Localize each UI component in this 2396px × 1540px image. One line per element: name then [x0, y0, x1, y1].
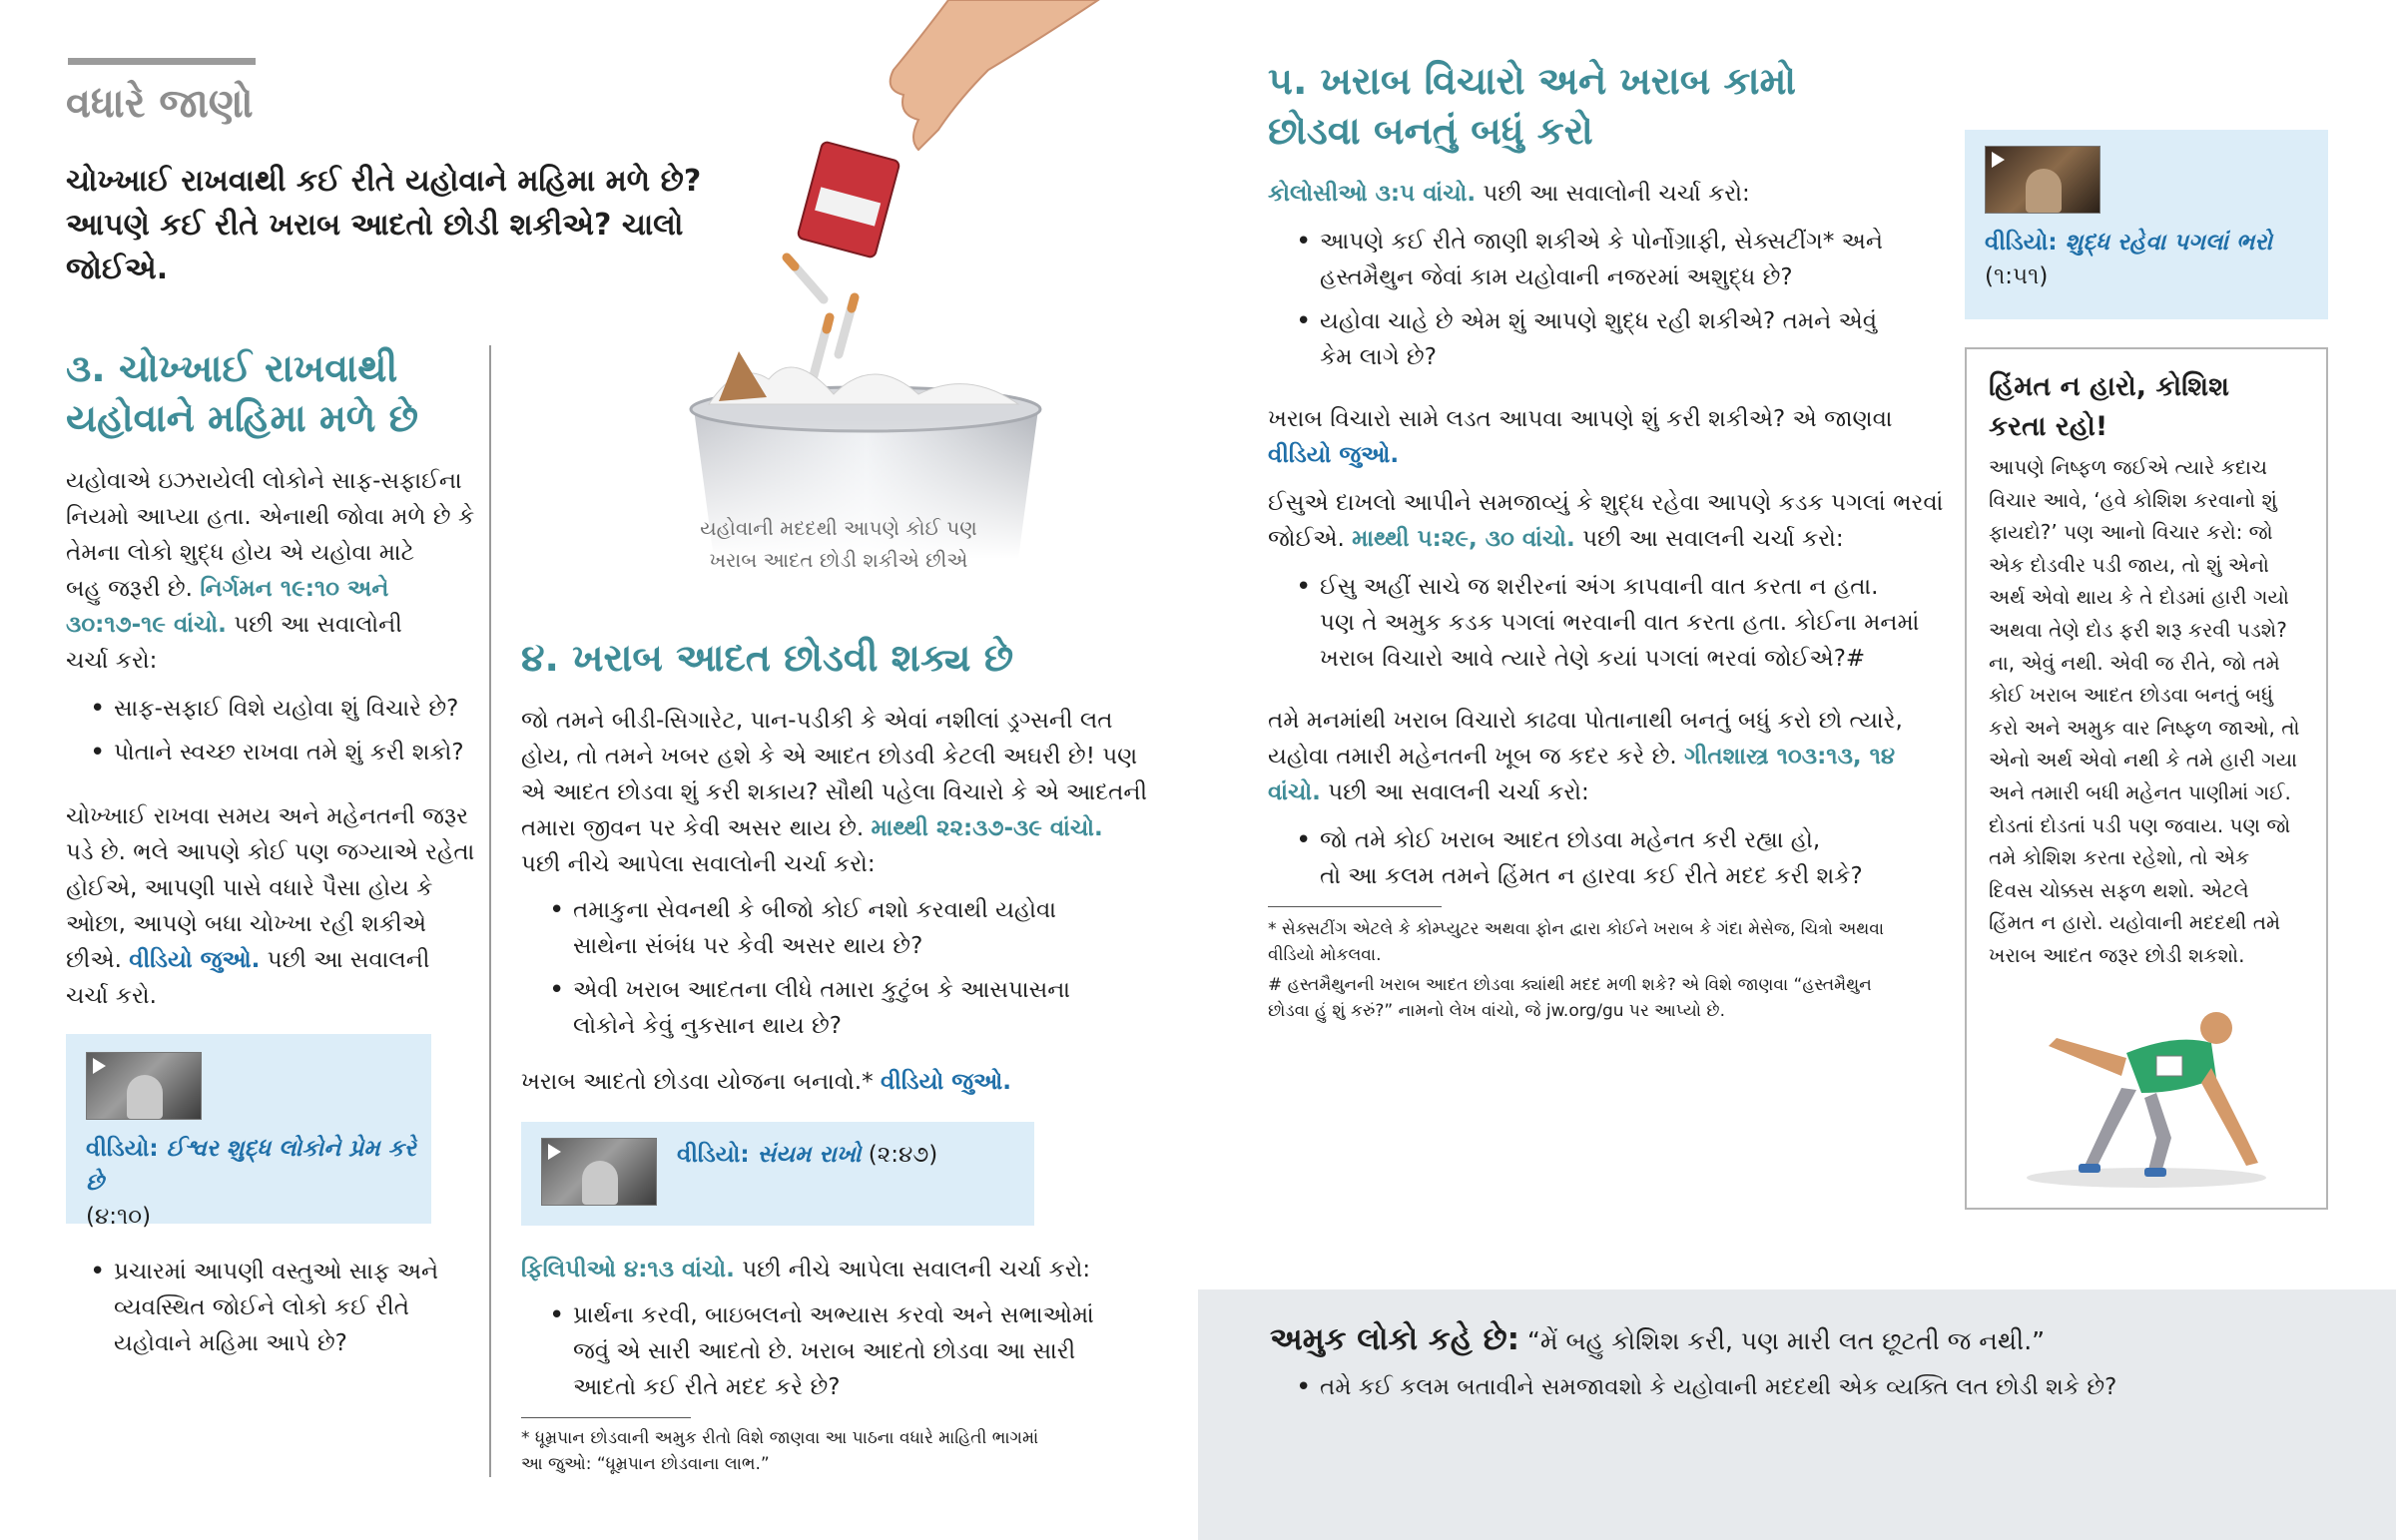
text-line: નિયમો આપ્યા હતા. એનાથી જોવા મળે છે કે — [66, 504, 475, 530]
scripture-link-matthew-22[interactable]: માથ્થી ૨૨:૩૭-૩૯ વાંચો. — [871, 815, 1103, 841]
text-line: વિચાર આવે, ‘હવે કોશિશ કરવાનો શું — [1989, 487, 2277, 512]
caption-line-1: યહોવાની મદદથી આપણે કોઈ પણ — [700, 516, 977, 540]
text-line: હોય, તો તમને ખબર હશે કે એ આદત છોડવી કેટલી અઘરી છે! પણ — [521, 744, 1138, 770]
text-line: આ જુઓ: “ધૂમ્રપાન છોડવાના લાભ.” — [521, 1454, 770, 1474]
text-line: એ આદત છોડવા શું કરી શકાય? સૌથી પહેલા વિચારો કે એ આદતની — [521, 779, 1148, 805]
section-3-title-line-1: ૩. ચોખ્ખાઈ રાખવાથી — [66, 346, 398, 390]
text-line: યહોવા ચાહે છે એમ શું આપણે શુદ્ધ રહી શકીએ? તમને એવું — [1320, 308, 1878, 334]
video-label[interactable] — [86, 1132, 425, 1234]
text-line: વીડિયો મોકલવા. — [1268, 945, 1382, 965]
video-duration: (૧:૫૧) — [1985, 263, 2049, 289]
watch-video-link[interactable]: વીડિયો જુઓ. — [880, 1069, 1012, 1095]
illustration-caption — [679, 512, 998, 576]
box-title-line-2: કરતા રહો! — [1989, 411, 2108, 442]
section-5-questions — [1286, 224, 1945, 383]
text-line: તેમના લોકો શુદ્ધ હોય એ યહોવા માટે — [66, 540, 415, 566]
list-item — [1286, 822, 1965, 894]
list-item: • સાફ-સફાઈ વિશે યહોવા શું વિચારે છે? — [80, 691, 499, 727]
section-5-paragraph-4 — [1268, 703, 1967, 810]
play-icon — [93, 1058, 106, 1074]
scripture-link-colossians[interactable]: કોલોસીઓ ૩:૫ વાંચો. — [1268, 181, 1477, 207]
video-title: ઈશ્વર શુદ્ધ લોકોને પ્રેમ કરે છે — [86, 1136, 416, 1196]
section-4-questions — [539, 892, 1178, 1052]
list-item — [80, 1254, 479, 1361]
text-line: અથવા તેણે દોડ ફરી શરૂ કરવી પડશે? — [1989, 617, 2287, 642]
list-item — [1286, 303, 1945, 375]
text-line: યહોવાને મહિમા આપે છે? — [114, 1330, 347, 1356]
text-line: એનો અર્થ એવો નથી કે તમે હારી ગયા — [1989, 748, 2298, 772]
watch-video-link[interactable]: વીડિયો જુઓ. — [129, 947, 261, 973]
text-line: પ્રાર્થના કરવી, બાઇબલનો અભ્યાસ કરવો અને સભાઓમાં — [573, 1302, 1094, 1328]
text-line: બહુ જરૂરી છે. — [66, 576, 201, 602]
text-line: જવું એ સારી આદતો છે. ખરાબ આદતો છોડવા આ સારી — [573, 1338, 1076, 1364]
video-label[interactable] — [1985, 226, 2324, 293]
box-title — [1989, 367, 2229, 447]
video-title: શુદ્ધ રહેવા પગલાં ભરો — [2057, 230, 2272, 256]
section-3-title — [66, 343, 418, 443]
text-line: કરો અને અમુક વાર નિષ્ફળ જાઓ, તો — [1989, 715, 2300, 740]
text-line: એક દોડવીર પડી જાય, તો શું એનો — [1989, 552, 2269, 577]
text-line: ચર્ચા કરો. — [66, 983, 157, 1009]
text-line: હસ્તમૈથુન જેવાં કામ યહોવાની નજરમાં અશુદ્ધ છે? — [1320, 264, 1793, 290]
video-box-take-steps[interactable] — [1965, 130, 2328, 319]
section-5-title-line-2: છોડવા બનતું બધું કરો — [1268, 109, 1593, 153]
video-label[interactable] — [677, 1138, 1026, 1172]
text-line: દિવસ ચોક્કસ સફળ થશો. એટલે — [1989, 877, 2249, 902]
text-line: છીએ. — [66, 947, 130, 973]
list-item — [539, 1297, 1178, 1405]
intro-line-2: આપણે કઈ રીતે ખરાબ આદતો છોડી શકીએ? ચાલો જોઈએ. — [66, 208, 684, 286]
video-title: સંયમ રાખો — [749, 1142, 862, 1168]
text-line: સાથેના સંબંધ પર કેવી અસર થાય છે? — [573, 933, 923, 959]
dont-give-up-box — [1965, 347, 2328, 1210]
video-prefix: વીડિયો: — [1985, 230, 2058, 256]
section-4-title: ૪. ખરાબ આદત છોડવી શક્ય છે — [521, 636, 1014, 680]
text-line: * સેક્સટીંગ એટલે કે કોમ્પ્યુટર અથવા ફોન દ્વારા કોઈને ખરાબ કે ગંદા મેસેજ, ચિત્રો અથવા — [1268, 919, 1885, 939]
text-line: ચર્ચા કરો: — [66, 648, 158, 674]
section-3-title-line-2: યહોવાને મહિમા મળે છે — [66, 396, 419, 440]
watch-video-link[interactable]: વીડિયો જુઓ. — [1268, 442, 1400, 468]
footnote-rule — [1268, 906, 1442, 907]
text-line: ના, એવું નથી. એવી જ રીતે, જો તમે — [1989, 650, 2280, 675]
learn-more-label: વધારે જાણો — [66, 81, 254, 127]
scripture-link-psalms-cont[interactable]: વાંચો. — [1268, 779, 1321, 805]
text-line: ખરાબ વિચારો સામે લડત આપવા આપણે શું કરી શકીએ? એ જાણવા — [1268, 406, 1893, 432]
video-box-self-control[interactable] — [521, 1122, 1034, 1226]
section-3-paragraph-1 — [66, 463, 485, 679]
video-thumbnail[interactable] — [541, 1138, 657, 1206]
video-prefix: વીડિયો: — [86, 1136, 159, 1162]
text-line: પછી આ સવાલોની ચર્ચા કરો: — [1476, 181, 1750, 207]
text-line: આપણે કઈ રીતે જાણી શકીએ કે પોર્નોગ્રાફી, સેક્સટીંગ* અને — [1320, 229, 1884, 255]
scripture-link-exodus[interactable]: નિર્ગમન ૧૯:૧૦ અને — [200, 576, 389, 602]
list-item — [1286, 569, 1965, 677]
text-line: તો આ કલમ તમને હિંમત ન હારવા કઈ રીતે મદદ કરી શકે? — [1320, 863, 1863, 889]
text-line: તમે કોશિશ કરતા રહેશો, તો એક — [1989, 845, 2250, 870]
learn-more-rule — [68, 58, 256, 65]
text-line: પડે છે. ભલે આપણે કોઈ પણ જગ્યાએ રહેતા — [66, 839, 475, 865]
section-5-title — [1268, 56, 1796, 156]
intro-line-1: ચોખ્ખાઈ રાખવાથી કઈ રીતે યહોવાને મહિમા મળે છે? — [66, 164, 702, 199]
text-line: હોઈએ, આપણી પાસે વધારે પૈસા હોય કે — [66, 875, 433, 901]
list-item — [539, 972, 1178, 1044]
text-line: પછી આ સવાલની ચર્ચા કરો: — [1320, 779, 1589, 805]
text-line: છોડવા હું શું કરું?” નામનો લેખ વાંચો, જે jw.org/gu પર આપ્યો છે. — [1268, 1001, 1725, 1021]
text-line: દોડતાં દોડતાં પડી પણ જવાય. પણ જો — [1989, 812, 2291, 837]
text-line: પ્રચારમાં આપણી વસ્તુઓ સાફ અને — [114, 1259, 439, 1284]
some-say-panel — [1198, 1289, 2396, 1540]
text-line: ખરાબ વિચારો આવે ત્યારે તેણે કયાં પગલાં ભરવાં જોઈએ?# — [1320, 646, 1866, 672]
text-line: અને તમારી બધી મહેનત પાણીમાં ગઈ. — [1989, 779, 2291, 804]
text-line: ખરાબ આદતો છોડવા યોજના બનાવો.* — [521, 1069, 881, 1095]
scripture-link-philippians[interactable]: ફિલિપીઓ ૪:૧૩ વાંચો. — [521, 1257, 735, 1283]
scripture-link-exodus-cont[interactable]: ૩૦:૧૭-૧૯ વાંચો. — [66, 612, 227, 638]
text-line: તમારા જીવન પર કેવી અસર થાય છે. — [521, 815, 872, 841]
text-line: તમાકુના સેવનથી કે બીજો કોઈ નશો કરવાથી યહોવા — [573, 897, 1056, 923]
text-line: પછી નીચે આપેલા સવાલની ચર્ચા કરો: — [734, 1257, 1091, 1283]
text-line: ઈસુએ દાખલો આપીને સમજાવ્યું કે શુદ્ધ રહેવા આપણે કડક પગલાં ભરવાં — [1268, 490, 1944, 516]
text-line: પછી નીચે આપેલા સવાલોની ચર્ચા કરો: — [521, 851, 876, 877]
philippians-paragraph — [521, 1252, 1200, 1287]
video-duration: (૨:૪૭) — [861, 1142, 938, 1168]
section-5-title-line-1: ૫. ખરાબ વિચારો અને ખરાબ કામો — [1268, 59, 1796, 103]
column-divider — [489, 345, 491, 1477]
box-title-line-1: હિંમત ન હારો, કોશિશ — [1989, 371, 2229, 402]
text-line: પછી આ સવાલની — [260, 947, 430, 973]
text-line: પછી આ સવાલોની — [226, 612, 402, 638]
scripture-link-matthew-5[interactable]: માથ્થી ૫:૨૯, ૩૦ વાંચો. — [1352, 526, 1575, 552]
list-item — [539, 892, 1178, 964]
section-3-questions — [80, 691, 499, 778]
video-duration: (૪:૧૦) — [86, 1204, 152, 1230]
section-4-paragraph-1 — [521, 703, 1200, 882]
text-line: જો તમે કોઈ ખરાબ આદત છોડવા મહેનત કરી રહ્યા હો, — [1320, 827, 1821, 853]
list-item: • તમે કઈ કલમ બતાવીને સમજાવશો કે યહોવાની મદદથી એક વ્યક્તિ લત છોડી શકે છે? — [1286, 1369, 2374, 1405]
text-line: પછી આ સવાલની ચર્ચા કરો: — [1574, 526, 1844, 552]
section-3-question-2 — [80, 1254, 479, 1369]
text-line: ઈસુ અહીં સાચે જ શરીરનાં અંગ કાપવાની વાત કરતા ન હતા. — [1320, 574, 1879, 600]
video-prefix: વીડિયો: — [677, 1142, 750, 1168]
text-line: વ્યવસ્થિત જોઈને લોકો કઈ રીતે — [114, 1294, 409, 1320]
some-say-quote: “મેં બહુ કોશિશ કરી, પણ મારી લત છૂટતી જ નથી.” — [1518, 1326, 2046, 1355]
video-box-clean-people[interactable] — [66, 1034, 431, 1230]
text-line: જો તમને બીડી-સિગારેટ, પાન-પડીકી કે એવાં નશીલાં ડ્રગ્સની લત — [521, 708, 1113, 734]
text-line: જોઈએ. — [1268, 526, 1353, 552]
text-line: આદતો કઈ રીતે મદદ કરે છે? — [573, 1374, 841, 1400]
plan-paragraph — [521, 1064, 1180, 1100]
section-5-paragraph-3 — [1268, 485, 1967, 557]
text-line: કેમ લાગે છે? — [1320, 344, 1437, 370]
section-5-question-2 — [1286, 569, 1965, 685]
some-say-label: અમુક લોકો કહે છે: — [1270, 1321, 1519, 1357]
caption-line-2: ખરાબ આદત છોડી શકીએ છીએ — [709, 548, 968, 572]
hand-icon — [891, 0, 1098, 150]
text-line: ચોખ્ખાઈ રાખવા સમય અને મહેનતની જરૂર — [66, 803, 469, 829]
text-line: લોકોને કેવું નુકસાન થાય છે? — [573, 1013, 842, 1039]
some-say-question — [1286, 1369, 2374, 1413]
scripture-link-psalms[interactable]: ગીતશાસ્ત્ર ૧૦૩:૧૩, ૧૪ — [1684, 744, 1896, 770]
section-3-paragraph-2 — [66, 798, 485, 1014]
text-line: હિંમત ન હારો. યહોવાની મદદથી તમે — [1989, 910, 2281, 935]
text-line: ફાયદો?’ પણ આનો વિચાર કરો: જો — [1989, 520, 2273, 545]
text-line: કોઈ ખરાબ આદત છોડવા બનતું બધું — [1989, 683, 2274, 708]
footnote-rule — [521, 1417, 691, 1418]
text-line: યહોવા તમારી મહેનતની ખૂબ જ કદર કરે છે. — [1268, 744, 1685, 770]
play-icon — [548, 1144, 561, 1160]
list-item — [1286, 224, 1945, 295]
section-5-footnotes — [1268, 916, 1967, 1024]
list-item: • પોતાને સ્વચ્છ રાખવા તમે શું કરી શકો? — [80, 735, 499, 770]
text-line: પણ તે અમુક કડક પગલાં ભરવાની વાત કરતા હતા. કોઈના મનમાં — [1320, 610, 1920, 636]
text-line: તમે મનમાંથી ખરાબ વિચારો કાઢવા પોતાનાથી બનતું બધું કરો છો ત્યારે, — [1268, 708, 1903, 734]
runner-illustration — [1997, 998, 2296, 1198]
box-body — [1989, 451, 2318, 972]
text-line: યહોવાએ ઇઝરાયેલી લોકોને સાફ-સફાઈના — [66, 468, 462, 494]
person-figure — [582, 1161, 618, 1205]
person-figure — [2026, 169, 2062, 213]
section-5-paragraph-2 — [1268, 401, 1947, 473]
text-line: આપણે નિષ્ફળ જઈએ ત્યારે કદાચ — [1989, 455, 2268, 479]
video-thumbnail[interactable] — [1985, 146, 2100, 214]
text-line: * ધૂમ્રપાન છોડવાની અમુક રીતો વિશે જાણવા આ પાઠના વધારે માહિતી ભાગમાં — [521, 1428, 1039, 1448]
text-line: ખરાબ આદત જરૂર છોડી શકશો. — [1989, 942, 2245, 967]
play-icon — [1992, 152, 2005, 168]
person-figure — [127, 1075, 163, 1119]
video-thumbnail[interactable] — [86, 1052, 202, 1120]
some-say-text — [1270, 1319, 2368, 1361]
text-line: ઓછા, આપણે બધા ચોખ્ખા રહી શકીએ — [66, 911, 426, 937]
section-4-footnote — [521, 1425, 1200, 1477]
text-line: અર્થ એવો થાય કે તે દોડમાં હારી ગયો — [1989, 585, 2289, 610]
text-line: # હસ્તમૈથુનની ખરાબ આદત છોડવા ક્યાંથી મદદ મળી શકે? એ વિશે જાણવા “હસ્તમૈથુન — [1268, 975, 1872, 995]
text-line: એવી ખરાબ આદતના લીધે તમારા કુટુંબ કે આસપાસના — [573, 977, 1070, 1003]
section-5-question-3 — [1286, 822, 1965, 902]
trash-bin-illustration — [619, 0, 1118, 559]
colossians-paragraph — [1268, 176, 1947, 212]
section-4-question-2 — [539, 1297, 1178, 1413]
